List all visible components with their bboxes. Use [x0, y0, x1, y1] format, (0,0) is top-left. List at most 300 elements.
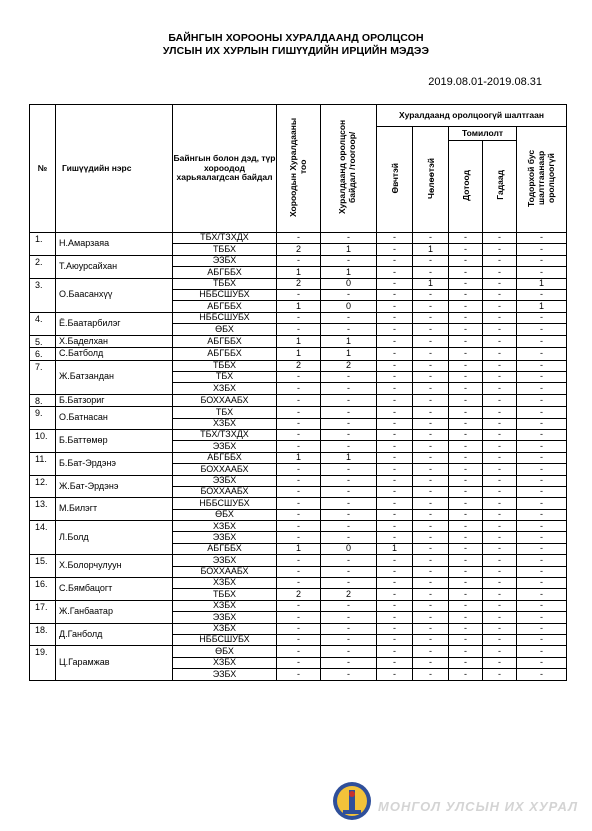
- sick-cell: -: [377, 646, 413, 657]
- committee-cell: ЭЗБХ: [173, 669, 277, 680]
- attended-cell: -: [321, 464, 377, 475]
- committee-cell: АБГББХ: [173, 452, 277, 463]
- domestic-cell: -: [449, 623, 483, 634]
- session-count-cell: 2: [277, 278, 321, 289]
- no-reason-cell: -: [517, 486, 567, 497]
- committee-cell: ЭЗБХ: [173, 475, 277, 486]
- member-name: Б.Баттөмөр: [56, 429, 173, 452]
- header-session-count: Хороодын Хуралдааны тоо: [277, 105, 321, 233]
- no-reason-cell: -: [517, 233, 567, 244]
- session-count-cell: -: [277, 646, 321, 657]
- member-number: 16.: [30, 578, 56, 601]
- domestic-cell: -: [449, 360, 483, 371]
- member-number: 4.: [30, 312, 56, 335]
- attended-cell: 0: [321, 278, 377, 289]
- no-reason-cell: -: [517, 509, 567, 520]
- leave-cell: -: [413, 312, 449, 323]
- leave-cell: 1: [413, 244, 449, 255]
- committee-cell: БОХХААБХ: [173, 394, 277, 407]
- leave-cell: -: [413, 360, 449, 371]
- sick-cell: -: [377, 244, 413, 255]
- attended-cell: -: [321, 498, 377, 509]
- committee-cell: ЭЗБХ: [173, 555, 277, 566]
- session-count-cell: -: [277, 623, 321, 634]
- date-range: 2019.08.01-2019.08.31: [428, 76, 542, 88]
- member-number: 6.: [30, 348, 56, 361]
- abroad-cell: -: [483, 635, 517, 646]
- attended-cell: -: [321, 509, 377, 520]
- leave-cell: -: [413, 509, 449, 520]
- member-name: Б.Батзориг: [56, 394, 173, 407]
- committee-cell: ЭЗБХ: [173, 532, 277, 543]
- session-count-cell: -: [277, 475, 321, 486]
- document-title-line1: БАЙНГЫН ХОРООНЫ ХУРАЛДААНД ОРОЛЦСОН: [168, 32, 424, 44]
- member-name: Х.Баделхан: [56, 335, 173, 348]
- no-reason-cell: -: [517, 623, 567, 634]
- no-reason-cell: -: [517, 267, 567, 278]
- session-count-cell: -: [277, 498, 321, 509]
- table-row: [30, 521, 567, 532]
- leave-cell: -: [413, 669, 449, 680]
- committee-cell: ЭЗБХ: [173, 612, 277, 623]
- table-row: [30, 312, 567, 323]
- committee-cell: ӨБХ: [173, 509, 277, 520]
- abroad-cell: -: [483, 498, 517, 509]
- no-reason-cell: -: [517, 441, 567, 452]
- committee-cell: НББСШУБХ: [173, 312, 277, 323]
- attended-cell: -: [321, 486, 377, 497]
- attended-cell: 1: [321, 244, 377, 255]
- sick-cell: -: [377, 360, 413, 371]
- domestic-cell: -: [449, 407, 483, 418]
- session-count-cell: 2: [277, 589, 321, 600]
- committee-cell: ХЗБХ: [173, 383, 277, 394]
- committee-cell: ТБХ: [173, 371, 277, 382]
- session-count-cell: -: [277, 464, 321, 475]
- session-count-cell: -: [277, 312, 321, 323]
- committee-cell: БОХХААБХ: [173, 464, 277, 475]
- committee-cell: ХЗБХ: [173, 418, 277, 429]
- domestic-cell: -: [449, 509, 483, 520]
- sick-cell: -: [377, 233, 413, 244]
- domestic-cell: -: [449, 301, 483, 312]
- abroad-cell: -: [483, 578, 517, 589]
- leave-cell: -: [413, 394, 449, 407]
- leave-cell: -: [413, 555, 449, 566]
- sick-cell: -: [377, 532, 413, 543]
- sick-cell: -: [377, 486, 413, 497]
- no-reason-cell: -: [517, 324, 567, 335]
- table-row: [30, 578, 567, 589]
- abroad-cell: -: [483, 521, 517, 532]
- member-name: Ё.Баатарбилэг: [56, 312, 173, 335]
- member-name: Т.Аюурсайхан: [56, 255, 173, 278]
- table-row: [30, 255, 567, 266]
- no-reason-cell: -: [517, 429, 567, 440]
- header-absence-reasons: Хуралдаанд оролцоогүй шалтгаан: [377, 105, 567, 127]
- domestic-cell: -: [449, 486, 483, 497]
- abroad-cell: -: [483, 532, 517, 543]
- attended-cell: -: [321, 312, 377, 323]
- attended-cell: 1: [321, 335, 377, 348]
- sick-cell: -: [377, 418, 413, 429]
- attended-cell: -: [321, 418, 377, 429]
- no-reason-cell: -: [517, 669, 567, 680]
- abroad-cell: -: [483, 566, 517, 577]
- committee-cell: ЭЗБХ: [173, 441, 277, 452]
- member-name: С.Батболд: [56, 348, 173, 361]
- abroad-cell: -: [483, 348, 517, 361]
- committee-cell: АБГББХ: [173, 301, 277, 312]
- attended-cell: 2: [321, 360, 377, 371]
- leave-cell: -: [413, 418, 449, 429]
- committee-cell: ТББХ: [173, 244, 277, 255]
- no-reason-cell: -: [517, 452, 567, 463]
- header-no: №: [30, 105, 56, 233]
- domestic-cell: -: [449, 635, 483, 646]
- table-row: [30, 623, 567, 634]
- leave-cell: -: [413, 475, 449, 486]
- committee-cell: ТББХ: [173, 278, 277, 289]
- member-number: 3.: [30, 278, 56, 312]
- member-number: 11.: [30, 452, 56, 475]
- member-name: Ж.Ганбаатар: [56, 600, 173, 623]
- leave-cell: -: [413, 498, 449, 509]
- abroad-cell: -: [483, 623, 517, 634]
- leave-cell: -: [413, 267, 449, 278]
- sick-cell: -: [377, 657, 413, 668]
- domestic-cell: -: [449, 383, 483, 394]
- domestic-cell: -: [449, 464, 483, 475]
- sick-cell: -: [377, 612, 413, 623]
- domestic-cell: -: [449, 441, 483, 452]
- session-count-cell: 1: [277, 452, 321, 463]
- abroad-cell: -: [483, 255, 517, 266]
- no-reason-cell: -: [517, 335, 567, 348]
- abroad-cell: -: [483, 394, 517, 407]
- leave-cell: -: [413, 532, 449, 543]
- no-reason-cell: -: [517, 475, 567, 486]
- sick-cell: -: [377, 509, 413, 520]
- member-name: Л.Болд: [56, 521, 173, 555]
- member-name: М.Билэгт: [56, 498, 173, 521]
- attended-cell: -: [321, 521, 377, 532]
- abroad-cell: -: [483, 589, 517, 600]
- leave-cell: -: [413, 233, 449, 244]
- member-number: 18.: [30, 623, 56, 646]
- session-count-cell: -: [277, 429, 321, 440]
- attended-cell: -: [321, 623, 377, 634]
- abroad-cell: -: [483, 278, 517, 289]
- session-count-cell: -: [277, 635, 321, 646]
- leave-cell: -: [413, 324, 449, 335]
- abroad-cell: -: [483, 267, 517, 278]
- session-count-cell: 1: [277, 301, 321, 312]
- committee-cell: АБГББХ: [173, 348, 277, 361]
- abroad-cell: -: [483, 371, 517, 382]
- domestic-cell: -: [449, 521, 483, 532]
- session-count-cell: -: [277, 669, 321, 680]
- sick-cell: -: [377, 589, 413, 600]
- sick-cell: -: [377, 452, 413, 463]
- no-reason-cell: -: [517, 394, 567, 407]
- leave-cell: -: [413, 612, 449, 623]
- no-reason-cell: -: [517, 371, 567, 382]
- abroad-cell: -: [483, 452, 517, 463]
- domestic-cell: -: [449, 452, 483, 463]
- sick-cell: -: [377, 289, 413, 300]
- leave-cell: -: [413, 543, 449, 554]
- sick-cell: -: [377, 578, 413, 589]
- session-count-cell: -: [277, 555, 321, 566]
- committee-cell: ХЗБХ: [173, 600, 277, 611]
- no-reason-cell: -: [517, 498, 567, 509]
- no-reason-cell: -: [517, 464, 567, 475]
- session-count-cell: -: [277, 255, 321, 266]
- sick-cell: -: [377, 635, 413, 646]
- attended-cell: -: [321, 255, 377, 266]
- member-number: 17.: [30, 600, 56, 623]
- attended-cell: -: [321, 429, 377, 440]
- leave-cell: -: [413, 566, 449, 577]
- member-number: 14.: [30, 521, 56, 555]
- domestic-cell: -: [449, 589, 483, 600]
- committee-cell: ТБХ/ТЗХДХ: [173, 429, 277, 440]
- leave-cell: -: [413, 600, 449, 611]
- table-row: [30, 555, 567, 566]
- member-number: 1.: [30, 233, 56, 256]
- leave-cell: -: [413, 429, 449, 440]
- domestic-cell: -: [449, 475, 483, 486]
- no-reason-cell: 1: [517, 301, 567, 312]
- committee-cell: НББСШУБХ: [173, 498, 277, 509]
- abroad-cell: -: [483, 486, 517, 497]
- member-number: 9.: [30, 407, 56, 430]
- leave-cell: -: [413, 635, 449, 646]
- member-name: О.Баасанхүү: [56, 278, 173, 312]
- sick-cell: -: [377, 555, 413, 566]
- abroad-cell: -: [483, 312, 517, 323]
- member-name: О.Батнасан: [56, 407, 173, 430]
- no-reason-cell: -: [517, 418, 567, 429]
- committee-cell: БОХХААБХ: [173, 486, 277, 497]
- leave-cell: 1: [413, 278, 449, 289]
- domestic-cell: -: [449, 555, 483, 566]
- table-row: [30, 348, 567, 361]
- abroad-cell: -: [483, 244, 517, 255]
- domestic-cell: -: [449, 669, 483, 680]
- committee-cell: ТББХ: [173, 360, 277, 371]
- domestic-cell: -: [449, 335, 483, 348]
- sick-cell: -: [377, 669, 413, 680]
- member-number: 2.: [30, 255, 56, 278]
- member-number: 19.: [30, 646, 56, 680]
- domestic-cell: -: [449, 418, 483, 429]
- abroad-cell: -: [483, 555, 517, 566]
- committee-cell: ӨБХ: [173, 324, 277, 335]
- committee-cell: ӨБХ: [173, 646, 277, 657]
- table-row: [30, 498, 567, 509]
- watermark-text: МОНГОЛ УЛСЫН ИХ ХУРАЛ: [378, 799, 579, 814]
- leave-cell: -: [413, 657, 449, 668]
- no-reason-cell: -: [517, 532, 567, 543]
- no-reason-cell: 1: [517, 278, 567, 289]
- table-row: [30, 429, 567, 440]
- session-count-cell: 1: [277, 543, 321, 554]
- no-reason-cell: -: [517, 244, 567, 255]
- no-reason-cell: -: [517, 255, 567, 266]
- attended-cell: -: [321, 289, 377, 300]
- leave-cell: -: [413, 371, 449, 382]
- sick-cell: -: [377, 475, 413, 486]
- header-abroad: Гадаад: [483, 141, 517, 233]
- abroad-cell: -: [483, 418, 517, 429]
- committee-cell: ТБХ/ТЗХДХ: [173, 233, 277, 244]
- attended-cell: -: [321, 657, 377, 668]
- member-number: 8.: [30, 394, 56, 407]
- session-count-cell: -: [277, 394, 321, 407]
- domestic-cell: -: [449, 657, 483, 668]
- no-reason-cell: -: [517, 589, 567, 600]
- abroad-cell: -: [483, 475, 517, 486]
- table-row: [30, 233, 567, 244]
- sick-cell: -: [377, 371, 413, 382]
- no-reason-cell: -: [517, 646, 567, 657]
- domestic-cell: -: [449, 278, 483, 289]
- domestic-cell: -: [449, 532, 483, 543]
- session-count-cell: 2: [277, 360, 321, 371]
- no-reason-cell: -: [517, 635, 567, 646]
- attended-cell: -: [321, 475, 377, 486]
- no-reason-cell: -: [517, 578, 567, 589]
- session-count-cell: 1: [277, 335, 321, 348]
- member-name: Ж.Бат-Эрдэнэ: [56, 475, 173, 498]
- attended-cell: -: [321, 233, 377, 244]
- session-count-cell: -: [277, 578, 321, 589]
- session-count-cell: -: [277, 418, 321, 429]
- session-count-cell: -: [277, 371, 321, 382]
- member-number: 12.: [30, 475, 56, 498]
- committee-cell: ТББХ: [173, 589, 277, 600]
- sick-cell: -: [377, 441, 413, 452]
- table-row: [30, 335, 567, 348]
- table-row: [30, 646, 567, 657]
- table-row: [30, 475, 567, 486]
- abroad-cell: -: [483, 301, 517, 312]
- no-reason-cell: -: [517, 407, 567, 418]
- session-count-cell: -: [277, 407, 321, 418]
- sick-cell: 1: [377, 543, 413, 554]
- domestic-cell: -: [449, 255, 483, 266]
- attendance-body: [30, 233, 567, 681]
- member-number: 13.: [30, 498, 56, 521]
- no-reason-cell: -: [517, 657, 567, 668]
- domestic-cell: -: [449, 646, 483, 657]
- no-reason-cell: -: [517, 612, 567, 623]
- session-count-cell: -: [277, 441, 321, 452]
- session-count-cell: -: [277, 383, 321, 394]
- abroad-cell: -: [483, 657, 517, 668]
- sick-cell: -: [377, 255, 413, 266]
- member-number: 7.: [30, 360, 56, 394]
- attended-cell: -: [321, 555, 377, 566]
- table-row: [30, 600, 567, 611]
- session-count-cell: -: [277, 657, 321, 668]
- attended-cell: 0: [321, 301, 377, 312]
- committee-cell: АБГББХ: [173, 335, 277, 348]
- sick-cell: -: [377, 335, 413, 348]
- table-row: [30, 452, 567, 463]
- header-no-reason: Тодорхой бус шалтгаанаар оролцоогүй: [517, 127, 567, 233]
- abroad-cell: -: [483, 383, 517, 394]
- member-name: Ж.Батзандан: [56, 360, 173, 394]
- leave-cell: -: [413, 289, 449, 300]
- table-row: [30, 394, 567, 407]
- attended-cell: -: [321, 646, 377, 657]
- sick-cell: -: [377, 600, 413, 611]
- member-name: Б.Бат-Эрдэнэ: [56, 452, 173, 475]
- session-count-cell: 2: [277, 244, 321, 255]
- no-reason-cell: -: [517, 360, 567, 371]
- leave-cell: -: [413, 452, 449, 463]
- leave-cell: -: [413, 348, 449, 361]
- session-count-cell: -: [277, 600, 321, 611]
- no-reason-cell: -: [517, 600, 567, 611]
- abroad-cell: -: [483, 233, 517, 244]
- sick-cell: -: [377, 464, 413, 475]
- leave-cell: -: [413, 255, 449, 266]
- attended-cell: -: [321, 407, 377, 418]
- no-reason-cell: -: [517, 521, 567, 532]
- soyombo-emblem-icon: [332, 781, 372, 821]
- session-count-cell: 1: [277, 267, 321, 278]
- document-title-line2: УЛСЫН ИХ ХУРЛЫН ГИШҮҮДИЙН ИРЦИЙН МЭДЭЭ: [162, 45, 430, 57]
- leave-cell: -: [413, 646, 449, 657]
- abroad-cell: -: [483, 429, 517, 440]
- domestic-cell: -: [449, 612, 483, 623]
- attended-cell: -: [321, 578, 377, 589]
- attended-cell: -: [321, 383, 377, 394]
- sick-cell: -: [377, 521, 413, 532]
- committee-cell: НББСШУБХ: [173, 635, 277, 646]
- session-count-cell: 1: [277, 348, 321, 361]
- abroad-cell: -: [483, 612, 517, 623]
- abroad-cell: -: [483, 407, 517, 418]
- session-count-cell: -: [277, 289, 321, 300]
- domestic-cell: -: [449, 498, 483, 509]
- domestic-cell: -: [449, 429, 483, 440]
- member-name: Х.Болорчулуун: [56, 555, 173, 578]
- table-row: [30, 360, 567, 371]
- abroad-cell: -: [483, 509, 517, 520]
- sick-cell: -: [377, 267, 413, 278]
- member-name: Ц.Гарамжав: [56, 646, 173, 680]
- abroad-cell: -: [483, 441, 517, 452]
- committee-cell: ХЗБХ: [173, 578, 277, 589]
- sick-cell: -: [377, 498, 413, 509]
- session-count-cell: -: [277, 566, 321, 577]
- sick-cell: -: [377, 407, 413, 418]
- sick-cell: -: [377, 623, 413, 634]
- attendance-table: [29, 104, 567, 681]
- domestic-cell: -: [449, 267, 483, 278]
- attended-cell: -: [321, 612, 377, 623]
- domestic-cell: -: [449, 244, 483, 255]
- leave-cell: -: [413, 486, 449, 497]
- abroad-cell: -: [483, 646, 517, 657]
- committee-cell: ХЗБХ: [173, 521, 277, 532]
- header-domestic: Дотоод: [449, 141, 483, 233]
